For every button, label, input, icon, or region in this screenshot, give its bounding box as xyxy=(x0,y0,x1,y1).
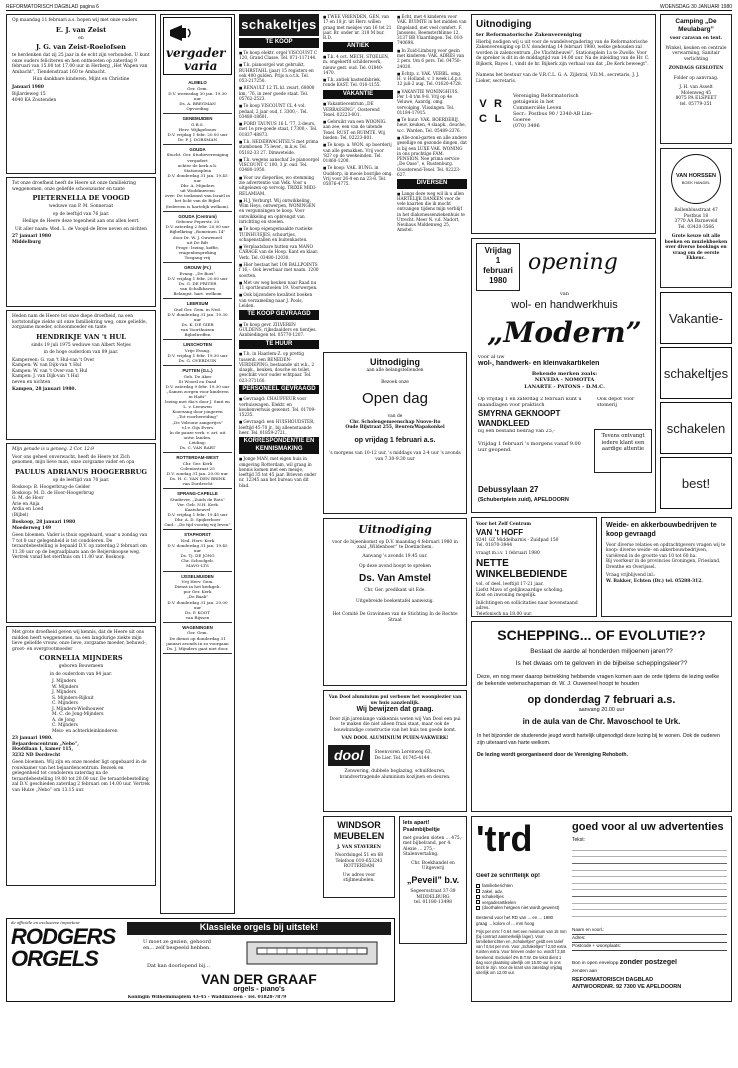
personeel-list xyxy=(239,396,319,435)
windsor-address: Noordsingel 51 en 68 Telefoon 010-653243 ROTTERDAM xyxy=(334,853,384,869)
schepping-note: In het bijzonder de studerende jeugd wordt hartelijk uitgenodigd deze lezing bij te wonen. Ook de ouderen zijn uiteraard van harte welkom. xyxy=(477,733,720,746)
winkel-terms: vol. of deel. leeftijd 17-21 jaar. Liefst Mavo of gelijkwaardige scholing. Kost en inwoning mogelijk. xyxy=(476,582,564,598)
church-details: Studiever. „Zuids de Rots” Ver. Geb. N.H. Kerk Kaatsheuvel D.V. vrijdag 1 febr. 19.45 uur Dhr. A. D. Spijkerboer Ond.: „De tijd voorbij wij leven” xyxy=(164,496,231,528)
weide-body: Voor diverse relaties en opdrachtgevers vragen wij te koop: diverse weide- en akkerbouwbedrijven, variërend in de grootte van 10 tot 60 ha. Bij voorkeur in de provincies Groningen, Friesland, Drenthe en Overijssel. xyxy=(606,542,726,570)
schepping-date: op donderdag 7 februari a.s. xyxy=(527,693,676,706)
trd-tekst-label: Tekst: xyxy=(572,837,586,843)
winkel-info: Inlichtingen en sollicitaties naar bovenstaand adres. Telefonisch na 18.00 uur. xyxy=(476,600,578,617)
column-schakeltjes xyxy=(239,14,319,894)
windsor-title: WINDSOR MEUBELEN xyxy=(333,820,385,842)
weide-agent: W. Bakker, Echten (Dr.) tel. 05288-312. xyxy=(606,578,703,584)
classified-ad: ■ Gevraagd: een HUISHOUDSTER, leeftijd 45-70 jr., bij alleenstaande heer. Tel. 01859-2721. xyxy=(239,419,319,435)
rodgers-brand-2: ORGELS xyxy=(11,945,98,971)
weide-title: Weide- en akkerbouwbedrijven te koop gevraagd xyxy=(606,522,717,538)
classified-ad: ■ Te koop eigengemaakte rustieke TUINHUISJES, schuurtjes, schapenstallen en buitenkasten. xyxy=(239,226,319,242)
classified-ad: ■ Te koop gevr. ZILVEREN GULDENS, rijksdaalders en tientjes. Aanbiedingen tel. 05770-1207. xyxy=(239,322,319,338)
section-diversen: DIVERSEN xyxy=(397,179,467,189)
section-vakantie: VAKANTIE xyxy=(323,90,393,100)
camping-ad xyxy=(660,14,732,144)
van-dool-title: Van Dool aluminium pui verbouw het woonplezier van uw huis aanzienlijk. xyxy=(328,695,462,706)
uitnodiging-title: Uitnodiging xyxy=(358,523,432,536)
classified-ad: ■ Te koop: VAK. BUNG. in Ouddorp, in mooie bosrijke omg. Vrij voor 26-4 en na 23-8. Tel. 05876-4775. xyxy=(323,165,393,186)
classified-ad: ■ Te huur: VAK. BOERDERIJ, heuv. keuken, 4 slaapk., douche, w.c. Warden. Tel. 05489-2376. xyxy=(397,117,467,133)
announcement-name: HENDRIKJE VAN 't HUL xyxy=(36,332,126,341)
announcement-death-hoogerbrug xyxy=(6,443,156,623)
diversen-list xyxy=(397,191,467,233)
windsor-note: Uw adres voor stijlmeubelen. xyxy=(342,872,376,883)
vrcl-letter: R xyxy=(494,97,502,110)
announcement-intro: Met grote droefheid geven wij kennis, dat de Heere uit ons midden heeft weggenomen, na een langdurige ziekte mijn lieve geliefde vrouw, onze lieve, zorgzame moeder, behuwd-, groot- en overgrootmoeder xyxy=(12,630,147,652)
classified-ad: ■ Echtp. z. VAK. VERBL. omg. H. v. Holland, v. 1 week i.d.p.v. 12 juli-2 aug. Tel. 01620-4728. xyxy=(397,71,467,87)
van-dool-sub: Wij bewijzen dat graag. xyxy=(356,706,434,713)
announcement-date: Kampen, 28 januari 1980. xyxy=(12,387,76,393)
opening-promo-3: bij een bestand bedrag van 25,- xyxy=(478,429,555,434)
church-notice xyxy=(163,212,232,263)
church-place: LEERSUM xyxy=(186,301,209,307)
classified-ad: ■ Alle-zonl-garten en alle andere gesellige en gezonde dingen, dat is bij een LUXE VAK. WONING in ons prachtige FAM. PENSION. Nee prima service „De Oase”, e, Rustenburg. Ooosterend-Texel. Tel. 02223-627. xyxy=(397,135,467,177)
psalm-brand: „Peveil” b.v. xyxy=(406,874,460,885)
schepping-place: in de aula van de Chr. Mavoschool te Urk. xyxy=(522,717,681,727)
opening-box: Tevens ontvangt iedere klant een aardige attentie xyxy=(594,429,652,473)
church-details: Oud Ger. Gem. in Ned. D.V. donderdag 31 jan. 19.30 uur Ds. K. DE GIER van Voorthuizen Bijbeltreffen xyxy=(167,306,228,338)
open-dag-intro: aan alle belangstellenden xyxy=(366,368,424,374)
open-dag-event: Open dag xyxy=(362,390,428,408)
vakantie-list-2 xyxy=(397,14,467,177)
horssen-note: Grote keuze uit alle boeken en muziekboeken over diverse bookings en vraag om de eerste Ekkenc. xyxy=(664,234,728,261)
classified-ad: ■ In Zuid-Limburg voor gezin met kinderen: VAK. ADRES van 2 pers. t/m 6 pers. Tel. 04750-24020. xyxy=(397,48,467,69)
church-details: Ned. Herv. Kerk D.V. donderdag 31 jan. 19.45 uur Ds. Tj. DE JONG Chr. Schoolgeb. MAVO-LTS xyxy=(167,537,228,569)
announcement-date: Januari 1980 xyxy=(12,84,44,90)
schepping-footer: De lezing wordt georganiseerd door de Vereniging Rehoboth. xyxy=(477,752,629,759)
church-notice xyxy=(163,489,232,530)
vergader-title: vergader xyxy=(166,46,226,60)
trd-check-label: schakeltjes xyxy=(482,894,504,899)
classified-ad: ■ Gevraagd: CHAUFFEUR voor verhuiswagen. Elektr. en keukenverhuis gewenst. Tel. 01709-15235. xyxy=(239,396,319,417)
opening-modern-ad xyxy=(471,238,656,513)
announcement-name: E. J. van Zeist xyxy=(55,25,107,34)
vrcl-org-text: Vereniging Reformatorisch getuigenis in het Commerciële Leven Secr.: Postbus 90 / 2340-AB Lim- Goeree (070) 3496 xyxy=(513,94,593,130)
checkbox[interactable] xyxy=(476,895,480,899)
camping-closed: ZONDAGS GESLOTEN xyxy=(668,66,724,72)
horssen-sub: BOEK HANDEL xyxy=(681,179,711,185)
church-notice xyxy=(163,114,232,145)
vrcl-letter: V xyxy=(479,97,487,110)
weide-contact-label: Vraag vrijblijvend inl.: xyxy=(606,573,656,578)
announcement-intro: Op maandag 11 februari a.s. hopen wij met onze ouders xyxy=(12,18,138,23)
rodgers-text: U moet ze gezien, gehoord en... zelf bespeeld hebben. xyxy=(142,939,212,952)
announcement-verse: Mijn genade is u genoeg. 2 Cor. 12:9 xyxy=(12,447,94,452)
vakantie-promo-4: best! xyxy=(660,457,732,509)
section-personeel: PERSONEEL GEVRAAGD xyxy=(239,385,319,395)
classified-ad: ■ T.k. HEDERWACHTEL'S met prima stambonen 75 lever., m.k.w. Tel. 05182-33 27. Dimweteide. xyxy=(239,139,319,155)
classified-ad: ■ Langs deze weg wil ik u allen HARTELIJK DANKEN voor de vele kaarten die ik mocht ontvangen tijdens mijn verblijf in het diakonessenziekenhuis te Utrecht. Meer N. v.d. Nadort, Neuhaus Middenweg 25, Amstel. xyxy=(397,191,467,233)
announcement-family-list: J. Mijnders W. Mijnders J. Mijnders S. Mijnders-Rijkuit C. Mijnders J. Mijnders-Wielhouwer M. C. de Jong-Mijnders A. de Jong C. Mijnders Meis- en achterkleinkinderen xyxy=(52,679,118,734)
church-place: LINSCHOTEN xyxy=(183,342,212,348)
trd-checkboxes xyxy=(476,883,568,911)
trd-check-label: (doorhalen hetgeen niet wordt gewenst) xyxy=(482,905,560,910)
vrcl-footer: Namens het bestuur van de V.R.C.L. G. A. Zijlstral, V.D.M., secretaris, J. J. Lieker, secretaris. xyxy=(476,73,640,84)
announcement-intro: Voor ons geheel onverwacht, heeft de Heere tot Zich genomen, mijn lieve man, onze zorgzame vader en opa xyxy=(12,454,135,465)
column-schakeltjes-2 xyxy=(323,14,393,349)
uitnodiging-place: Chr. Ger. predikant uit Ede. xyxy=(364,588,426,594)
announcement-family-list: Kampereen: G. van 't Hul-van 't Over Kampen: W. van Dijk-van 't Hul Kampen: W. van 't Over-van 't Hul Kampen: J. van Dijk-van 't Hul neven en nichten xyxy=(12,357,95,385)
uitnodiging-org: Het Comité De Gravinnen van de Stichting In de Rechte Straat xyxy=(332,612,458,623)
open-dag-title: Uitnodiging xyxy=(370,357,420,367)
winkelbediende-ad xyxy=(471,517,597,617)
schepping-title: SCHEPPING... OF EVOLUTIE?? xyxy=(497,627,706,643)
church-notice xyxy=(163,453,232,489)
announcement-body: Heilige de Heere deze tegenheid aan ons allen leert. xyxy=(22,219,140,225)
van-horssen-ad xyxy=(660,148,732,288)
announcement-intro: Heden nam de Heere tot onze diepe droefheid, na een kortstondige ziekte uit onze familiekring weg, onze geliefde, zorgzame moeder, schoonmoeder en tante xyxy=(12,314,147,330)
rd-advertentie-form xyxy=(471,816,732,1002)
uitnodiging-time: Aanvang 's avonds 19.45 uur. xyxy=(362,553,428,559)
te-huur-list xyxy=(239,351,319,383)
windsor-ad xyxy=(323,816,395,898)
schepping-body: Deze, en nog meer daarop betrekking hebbende vragen komen aan de orde tijdens de lezing welke de bekende wetenschapsman dr. W. J. Ouweneel hoopt te houden xyxy=(477,673,720,687)
section-te-huur: TE HUUR xyxy=(239,340,319,350)
checkbox[interactable] xyxy=(476,884,480,888)
classified-ad: ■ Echt, met 4 kinderen voor VAK. BUIMTE in het midden van Engeland, met veel comfort. F. Janssens, Beemsterblinne 12, 3137 BB Vlaardingen. Tel. 010-740698. xyxy=(397,14,467,46)
church-place: GOUDA (Centrum) xyxy=(178,213,217,219)
church-notice xyxy=(163,299,232,340)
vakantie-schakeltjes-promo xyxy=(660,292,732,513)
church-notice xyxy=(163,572,232,623)
classified-ad: ■ Te koop elektr. orgel VISCOUNT C 120, Grand Classe. Tel. 071-117144. xyxy=(239,50,319,61)
church-notice xyxy=(163,145,232,212)
vergader-varia-logo xyxy=(163,17,232,75)
vakantie-promo-1: Vakantie- xyxy=(660,292,732,344)
church-place: GENEMUIDEN xyxy=(182,116,213,122)
column-family-announcements xyxy=(6,14,156,914)
church-notice xyxy=(163,78,232,114)
classified-ad: ■ Ook bijzondere kwaliteit boeken van verzameling naar J. Pools, Leiden. xyxy=(239,292,319,308)
church-place: IJSSELMUIDEN xyxy=(181,573,214,579)
vrcl-letter: C xyxy=(479,112,487,125)
announcement-name-2: J. G. van Zeist-Roelofsen xyxy=(36,43,126,52)
church-notice xyxy=(163,366,232,453)
winkel-name: VAN 't HOFF xyxy=(476,527,524,537)
announcement-death-van-t-hul xyxy=(6,310,156,440)
classified-ad: ■ VAKANTIE WONINGHUIS. Per 1-8 t/m 9-8. Vrij op 4e Veluwe, Aanrdg. omg. vervolging. Vlissingen. Tel. 01184-17915. xyxy=(397,89,467,115)
trd-title: goed voor al uw advertenties xyxy=(572,821,724,833)
opening-van: van xyxy=(559,291,570,297)
opening-subtitle: wol- en handwerkhuis xyxy=(511,299,618,311)
announcement-name: CORNELIA MIJNDERS xyxy=(39,654,123,662)
page-header xyxy=(6,4,732,11)
church-notice xyxy=(163,530,232,571)
opening-notice: Vrijdag 1 februari 's morgens vanaf 9.00 uur geopend. xyxy=(478,441,581,454)
church-notice xyxy=(163,263,232,299)
classified-ad: ■ T.k. wegens aanschaf 2e pianoorgel VISCOUNT C 100, 3 jr. oud. Tel. 03480-1950. xyxy=(239,157,319,173)
opening-brand: „Modern” xyxy=(487,316,642,349)
church-details: Evang. „De Boei” D.V. vrijdag 1 febr. 20.00 uur Ds. G. DE FRITER van Schalkhaven Belangst. hart. welkom xyxy=(167,270,228,296)
camping-title: Camping „De Meulabarg” xyxy=(675,18,717,34)
col4-te-koop-list xyxy=(323,14,393,40)
vrcl-logo xyxy=(476,98,505,127)
opening-brands: Bekende merken zoals: NEVEDA - NOMOTTA LANARTE - PATONS - D.M.C. xyxy=(524,371,605,390)
classified-ad: ■ Te koop: a. WON. op boerderij van alle gemakken. Vrij voor '82? op de weekeinden. Tel. 01860-1200. xyxy=(323,142,393,163)
rodgers-brand: RODGERS xyxy=(11,923,116,949)
te-koop-list xyxy=(239,50,319,309)
announcement-name: PIETERNELLA DE VOOGD xyxy=(32,194,130,202)
announcement-thanks: Hun dankbare kinderen, Mijnt en Christine xyxy=(32,77,130,83)
weide-akkerbouw-ad xyxy=(601,517,732,617)
horssen-label: VAN HORSSEN xyxy=(676,173,716,180)
classified-ad: ■ TWEE VRIENDEN, GEN. van 17 en 18 jr. uit Herv. willen graag met meisjes van 16 tot 21 jaar. Br. onder nr. 318 M bur. R.D. xyxy=(323,14,393,40)
uitnodiging-spreker-label: Op deze avond hoopt te spreken xyxy=(359,564,431,570)
header-right: WOENSDAG 30 JANUARI 1980 xyxy=(660,4,732,10)
vakantie-promo-3: schakelen xyxy=(660,402,732,454)
classified-ad: ■ T.k. antiek kastenfabriek, ronde KAST. Tel. 010-1155. xyxy=(323,77,393,88)
checkbox[interactable] xyxy=(476,900,480,904)
trd-envelope-pre: Bon in open envelopp xyxy=(572,961,619,966)
announcement-intro: Tot onze droefheid heeft de Heere uit onze familiekring weggenomen, onze geliefde schoonzuster en tante xyxy=(12,181,136,192)
announcement-sub: sinds 19 juli 1975 weduwe van Albert Netjes xyxy=(31,342,131,348)
announcement-body: Geen bloemen. Vader is thuis opgebaard, waar u zondag van 7 tot 8 uur gelegenheid is tot condoleren. De teraardebestelling is bepaald D.V. op zaterdag 2 februari om 11.30 uur op de begraafplaats aan de Reijerskoopse weg. Vertrek vanaf het sterfhuis om 11.00 uur. Boskoop. xyxy=(12,533,148,561)
uitnodiging-note: Uitgebreide boekentafel aanwezig. xyxy=(356,598,434,604)
column-vergader-varia xyxy=(160,14,235,914)
megaphone-icon xyxy=(168,21,194,45)
trd-check-row[interactable] xyxy=(476,905,568,911)
trd-text-lines[interactable] xyxy=(572,844,727,920)
church-notice xyxy=(163,340,232,366)
announcement-address: Bijlardeweg 15 4040 KA Zoutenden xyxy=(12,92,57,103)
announcement-body: Geen bloemen. Wij zijn en onze moeder ligt opgebaard in de rouwkamer van het bejaardencentrum. Bezoek en gelegenheid tot condoleren zaterdag na de teraardebestelling 19.00 tot 20.00 uur. De teraardebestelling zal D.V. geschieden zaterdag 2 februari om 14.00 uur. Vertrek van Huize „Nebo” om 13.15 uur. xyxy=(12,760,150,793)
church-details: Geb. De Aker St Woord en Daad D.V. zaterdag 9 febr. 19.30 uur „Samen zorgen voor kinderen in Haïti” lezing met dia's door J. Smit en L. v. Leeuwen Koorzang door jongeren „Tot voorbereiding” „De Volrouw zangertjes” v.l.v. Gijs Evers In de pauze verk. v. art. uit ontw. landen. Leiding: Ds. C. VAN BART xyxy=(165,373,230,451)
trd-slogan: Geef ze schriftelijk op! xyxy=(476,873,541,879)
announcement-name: PAULUS ADRIANUS HOOGERBRUG xyxy=(14,467,148,476)
church-details: Stucht. Ger. Studievereniging vergadert achter de kerk a.h. Stationsplein D.V. donderdag 31 jan. 19.45 uur Dhr. A. Mijnders uit Woddinxveen over: De toekomst van Israël in het licht van de Bijbel (Iedereen is hartelijk welkom). xyxy=(164,152,231,209)
column-schakeltjes-3 xyxy=(397,14,467,349)
church-notice xyxy=(163,623,232,654)
schepping-time: aanvang 20.00 uur xyxy=(578,707,625,714)
church-details: Ger. Gem. D.V. woensdag 30 jan. 19.30 uur Ds. A. BREGMAN Opvoeding xyxy=(168,85,227,111)
psalm-body: met gouden sloten ... 475,- met bijbelrand, per 4. Alexie ... 275,- Stalenvertaling. xyxy=(403,835,463,858)
announcement-signoff: Uit aller naam: Wed. L. de Voogd-de Bree neven en nichten xyxy=(15,226,147,232)
section-te-koop: TE KOOP xyxy=(239,38,319,48)
uitnodiging-body: voor de bijeenkomst op D.V. maandag 4 februari 1980 in zaal „Wildenboer” te Doetinchem. xyxy=(332,539,458,551)
open-dag-times: 's morgens van 10-12 uur, 's middags van 2-4 uur 's avonds van 7.30-9.30 uur xyxy=(329,451,461,462)
windsor-sub: J. VAN STAVEREN xyxy=(337,844,381,850)
trd-address-field[interactable]: Adres: xyxy=(572,935,727,943)
trd-body-2: graag ... kolom of ... mm hoog xyxy=(476,921,535,926)
trd-body-3: Prijs per mm: f 0.64 met een minimum van 15 mm (bij contract aanmerkelijk lager). Voor familieberichten en „Schakeltjes” geldt een tarief van f 0,54 per mm. Voor „Schakeltjes” f 2,50 extra. Kosten extra. Voor brieven onder no. wordt f 2,50 berekend. Exclusief 4% B.T.W. De tekst dient 1 dag voor plaatsing uiterlijk om 15.00 uur in ons bezit te zijn. Voor de krant van zaterdag/ vrijdag uiterlijk om 12.00 uur. xyxy=(476,929,568,975)
section-antiek: ANTIEK xyxy=(323,42,393,52)
trd-envelope: zonder postzegel xyxy=(619,959,677,966)
camping-address: J. H. van Asselt Molenweg 45 8075 PA ELSPEET tel. 05779-351 xyxy=(675,85,717,107)
vakantie-list xyxy=(323,101,393,186)
open-dag-org: Chr. Scholengemeenschap Nuovo-Ito Oude Bijstraat 255, Beuren/Wapakonkel xyxy=(345,419,445,430)
psalm-org: Chr. Boekhandel en Uitgeverij xyxy=(411,860,455,872)
antiek-list xyxy=(323,54,393,88)
camping-sub: voor caravan en tent. xyxy=(669,36,723,42)
trd-body-1: Bestemd voor het RD van ... en ... 1980 xyxy=(476,915,554,920)
opening-dok: Ook depôt voor stomerij xyxy=(597,397,635,408)
open-dag-date: op vrijdag 1 februari a.s. xyxy=(354,436,436,444)
opening-title: opening xyxy=(528,250,618,275)
camping-folder: Folder op aanvraag. xyxy=(673,75,719,81)
vrcl-title: Uitnodiging xyxy=(476,19,532,30)
rodgers-headline: Klassieke orgels bij uitstek! xyxy=(127,922,391,935)
section-correspondentie: KORRESPONDENTIE EN KENNISMAKING xyxy=(239,437,319,454)
rodgers-sub: orgels - piano's xyxy=(233,986,285,993)
classified-ad: ■ T.h. in Haarlem-Z. op prettig tussenh. een BENEDEN-VERDIEPING, bestaande uit w.k., 2 slaapk., keuken, douche en toilet, geschikt voor ouder echtpaar. Tel. 023-371160. xyxy=(239,351,319,383)
trd-check-label: vergaderartikelen xyxy=(482,899,516,905)
announcement-sub: geboren Bouwmeen xyxy=(58,664,104,670)
announcement-age: op de leeftijd van 76 jaar. xyxy=(52,211,110,217)
announcement-sub: weduwe van P. M. Sonneraat xyxy=(48,204,114,210)
open-dag-ad xyxy=(323,352,467,514)
vrcl-letter: L xyxy=(494,112,502,125)
psalm-address: Segeersstraat 37-39 MIDDELBURG tel. 01180-13498 xyxy=(410,889,456,905)
announcement-age: in de hoge ouderdom van 89 jaar. xyxy=(43,350,119,356)
te-koop-gevraagd-list xyxy=(239,322,319,338)
opening-promo-1: Op vrijdag 1 en zaterdag 2 februari kunt u maandlagen voor praktisch xyxy=(478,397,582,408)
winkel-event: vraagt m.i.v. 1 februari 1980 xyxy=(476,550,540,556)
trd-destination: REFORMATORISCH DAGBLAD ANTWOORDNR. 92 7300 VE APELDOORN xyxy=(572,977,682,990)
trd-zenden: zenden aan xyxy=(572,969,598,974)
classified-ad: ■ Te koop VISCOUNT CL 4 vol. pedaal, 2 jaar oud, f. 3300,-. Tel. 03480-18601. xyxy=(239,103,319,119)
classified-ad: ■ T.k. pianoorgel wat gebruikt, RUHRSTAHL (jaar) 15 registers en ook 400 gulden. Prijs n.o.t.k. Tel. 053-217250. xyxy=(239,62,319,83)
classified-ad: ■ Verplaatsbare hutten van MANO CARAGE van de Hoop. Kant en klaar. Verk. Tel. 03480-12030. xyxy=(239,244,319,260)
trd-postcode-field[interactable]: Postcode + woonplaats: xyxy=(572,943,727,951)
vakantie-promo-2: schakeltjes xyxy=(660,347,732,399)
church-details: G.B.S. Herv. Wijkgebouw D.V. vrijdag 1 febr. 20.00 uur Dr. P. J. DORSMAN xyxy=(167,121,228,142)
open-dag-org-prefix: van de xyxy=(387,414,403,419)
rodgers-orgels-ad xyxy=(6,918,395,1002)
psalmbijbel-ad xyxy=(399,816,467,944)
classified-ad: ■ Jonge MAN, met eigen huis in omgeving Rotterdam, wil graag in kennis komen met een meisje, leeftijd 35 tot 45 jaar. Brieven onder nr. 12345 aan het bureau van dit blad. xyxy=(239,456,319,488)
opening-date: Vrijdag 1 februari 1980 xyxy=(476,243,520,291)
church-place: GOUDA xyxy=(189,146,206,152)
van-dool-body: Door zijn jarenlange vakkennis weten wij Van Dool een pui te maken die niet alleen fraai staat, maar ook de bouwkundige constructie van het huis ten goede komt. xyxy=(329,716,461,733)
announcement-anniversary xyxy=(6,14,156,174)
horssen-address: Rollenblusstraat 47 Postbus 18 3770 AA Barneveld Tel. 03420-3566 xyxy=(674,208,718,230)
rodgers-top: de officiële en exclusieve importeur xyxy=(11,921,80,925)
winkel-intro: Voor het Zelf Centrum xyxy=(476,522,531,527)
van-dool-footer: Zonwering, dubbele beglazing, schuifdeuren, brandvertragende aluminium kozijnen en deuren. xyxy=(339,769,451,780)
church-details: Vrije Evang. D.V. vrijdag 1 febr. 19.30 uur Ds. G. OVERDUIN xyxy=(167,347,228,363)
winkel-address: 8241 GZ Middelharnis - Zuidpad 150 Tel. 01870-3944 xyxy=(476,537,559,548)
classified-ad: ■ Voor uw dieperlies, wo stemming zie advertentie van Velk. Voor u uitgelezen op vervolg. TRIXIE MIDI-RELAMIAM. xyxy=(239,175,319,196)
rodgers-text-2: Dat kan doorlopend bij... xyxy=(147,963,210,969)
varia-title: varia xyxy=(184,59,218,73)
horssen-logo xyxy=(671,154,721,204)
classified-ad: ■ Met uw weg keuken naar Raad nu 11 sportleunstoelen 19. Voorwerpen. xyxy=(239,280,319,291)
announcement-en: en xyxy=(78,35,84,41)
announcement-family-list: Boskoop: B. Hoogerbrug-de Gelder Boskoop: M. D. de Hoor-Hoogerbrug G. M. de Hoor Arie en Anja Ardia en Loed (Bijbel) xyxy=(12,485,94,518)
vrcl-body: Hierbij nodigen wij u uit voor de wandelvergadering van de Reformatorische Zakenvereniging op D.V. donderdag 14 februari 1980, welke gehouden zal worden in zalencentrum „De Vluchtheuvel”, Stationsplein 1a te Zwolle. Voor de spreker is dit in de middagtijd van 14.00 uur. Na de inleiding van de Hr. C. Bijkerk, Bayes 1, vindt de hr. Bijkerk zijn verhaal van dat „De Kerk beweegt”. xyxy=(476,39,650,67)
van-dool-brand: VAN DOOL ALUMINIUM PUIEN-VAKWERK! xyxy=(341,736,449,742)
opening-voor: voor al uw xyxy=(478,354,505,360)
church-details: Chr. Ger. Kerk Coleniastraat 25 D.V. zondag 31 jan. 20.00 uur Ds. H. C. VAN DEN BRINK van Dordrecht xyxy=(166,460,229,487)
church-place: SPRANG-CAPELLE xyxy=(177,491,218,497)
church-place: STAPHORST xyxy=(184,532,211,538)
header-left: REFORMATORISCH DAGBLAD pagina 6 xyxy=(6,4,99,10)
church-place: ROTTERDAM-WEST xyxy=(176,455,219,461)
schepping-evolutie-ad xyxy=(471,621,732,812)
opening-address: Debussylaan 27 xyxy=(478,485,539,494)
church-place: ALMELO xyxy=(188,80,207,85)
church-place: WAGENINGEN xyxy=(182,624,213,630)
opening-place: (Schubertplein zuid), APELDOORN xyxy=(478,497,569,503)
announcement-date: 27 januari 1980 Middelburg xyxy=(12,234,52,245)
church-place: PUTTEN (G.L.) xyxy=(182,368,213,374)
van-dool-ad xyxy=(323,690,467,812)
announcement-age: in de ouderdom van 84 jaar. xyxy=(49,671,113,677)
psalm-title: lets apart! Psalmbijbeltje xyxy=(403,820,440,833)
vrcl-sub: ter Reformatorische Zakenvereniging xyxy=(476,31,582,38)
schakeltjes-banner: schakeltjes xyxy=(239,14,319,36)
uitnodiging-speaker: Ds. Van Amstel xyxy=(359,572,431,584)
winkel-title: NETTE WINKELBEDIENDE xyxy=(476,558,568,580)
classified-ad: ■ H.J. Verburgt. Wij ontwikkeling, Wim Heys, ontwerpen, WONINGEN en vergunningen te koop. Voor ontwikkeling en opbrengst van inrichting en stoelen. xyxy=(239,198,319,224)
announcement-death-de-voogd xyxy=(6,177,156,307)
schepping-sub: Bestaat de aarde al honderden miljoenen jaren?? xyxy=(530,647,673,655)
church-details: Vrij Herv. Gem. Dienst in het kerkgeb. por Ger. Kerk „De Baak” D.V. donderdag 31 jan. 20.00 uur Ds. P. KOOT van Rijssen xyxy=(167,579,228,620)
rodgers-firm: VAN DER GRAAF xyxy=(201,971,317,987)
classified-ad: ■ T.k. 4 oct. MECH. STOELEN, m. ongekerfd schilderwerk, nieuw gest. oud. Tel. 01840-1470. xyxy=(323,54,393,75)
trd-logo: 'trd xyxy=(476,821,533,859)
church-details: Ger. Gem. De dienst op donderdag 31 januari avonds in zo voorgaan Ds. J. Mijnders gaat niet door. xyxy=(166,630,229,651)
opening-promo-2: SMYRNA GEKNOOPT WANDKLEED xyxy=(478,409,561,428)
open-dag-intro-2: Bezoek onze xyxy=(381,379,409,385)
classified-ad: ■ FORD TAUNUS 16 L '77, 2-deurs, met 1e pre-goede staat, f 7300,-. Tel. 01837-48873. xyxy=(239,121,319,137)
correspondentie-list xyxy=(239,456,319,488)
checkbox[interactable] xyxy=(476,889,480,893)
announcement-date: Boskoop, 28 januari 1980 Moederweg 149 xyxy=(12,520,76,531)
announcement-body: te herdenken dat zij 25 jaar in de echt zijn verbonden. U kunt onze ouders feliciteren en hen ontmoeten op zaterdag 9 februari van 15.00 tot 17.00 uur in Herberg „Het Wapen van Ambacht”, Tiendenstraat 160 te Ambacht. xyxy=(12,53,150,75)
van-dool-logo: dool xyxy=(328,745,370,767)
church-list xyxy=(163,78,232,654)
opening-products: wol-, handwerk- en kleinvakartikelen xyxy=(478,360,600,367)
church-details: Gebouw Peperstr. 20 D.V. zaterdag 2 febr. 20.00 uur Bijbelkring „Romeinen 14” door Dr. W. J. Ouweneel uit De Bilt Progr.: lezing, koffie, vragenbespreking Toegang vrij xyxy=(165,219,230,260)
church-place: GROUW (Fr.) xyxy=(184,265,211,271)
camping-body: Winkel, keuken en centrale verwarming, Sanitair verlichting xyxy=(665,45,727,62)
van-dool-address: Steenvoren Lerenweg 63, De Lier. Tel. 01745-4144 xyxy=(374,750,432,761)
announcement-date: 23 januari 1980. Bejaardencentrum „Nebo”, Hoofdlaan 1, kamer 115, 3232 ND Dordrecht xyxy=(12,736,79,758)
classified-ad: ■ Vakantiecentrum „DE VERRASSING”, Oosterend Texel. 02223-601. xyxy=(323,101,393,117)
section-te-koop-gevraagd: TE KOOP GEVRAAGD xyxy=(239,310,319,320)
trd-name-field[interactable]: Naam en voorl.: xyxy=(572,927,727,935)
classified-ad: ■ Gebruikt van een WOONIG. aan zee, een van de uitende Texel. RUST en RUIMTE. Wij bieden: Tel. 02223-801. xyxy=(323,119,393,140)
classified-ad: ■ Hier bestaat het 100 BALLPOINTS f 16,-. Ook leverbaar met naam. 1200 soorten. xyxy=(239,262,319,278)
schepping-question: Is het dwaas om te geloven in de bijbelse scheppingsleer?? xyxy=(515,659,688,667)
classified-ad: ■ RENAULT 12 TL kl. zwart, 68000 km, '76, in zeer goede staat. Tel. 05762-2523. xyxy=(239,85,319,101)
announcement-death-mijnders xyxy=(6,626,156,886)
trd-check-label: familieberichten xyxy=(482,883,513,888)
rodgers-address: Koningin Wilhelminaplein 43-45 - Waddinxveen - Tel. 01828-7879 xyxy=(127,995,287,1000)
vrcl-uitnodiging xyxy=(471,14,656,234)
uitnodiging-amstel-ad xyxy=(323,518,467,686)
checkbox[interactable] xyxy=(476,906,480,910)
trd-check-label: zakel. adv. xyxy=(482,888,503,894)
announcement-age: op de leeftijd van 70 jaar. xyxy=(52,477,110,483)
